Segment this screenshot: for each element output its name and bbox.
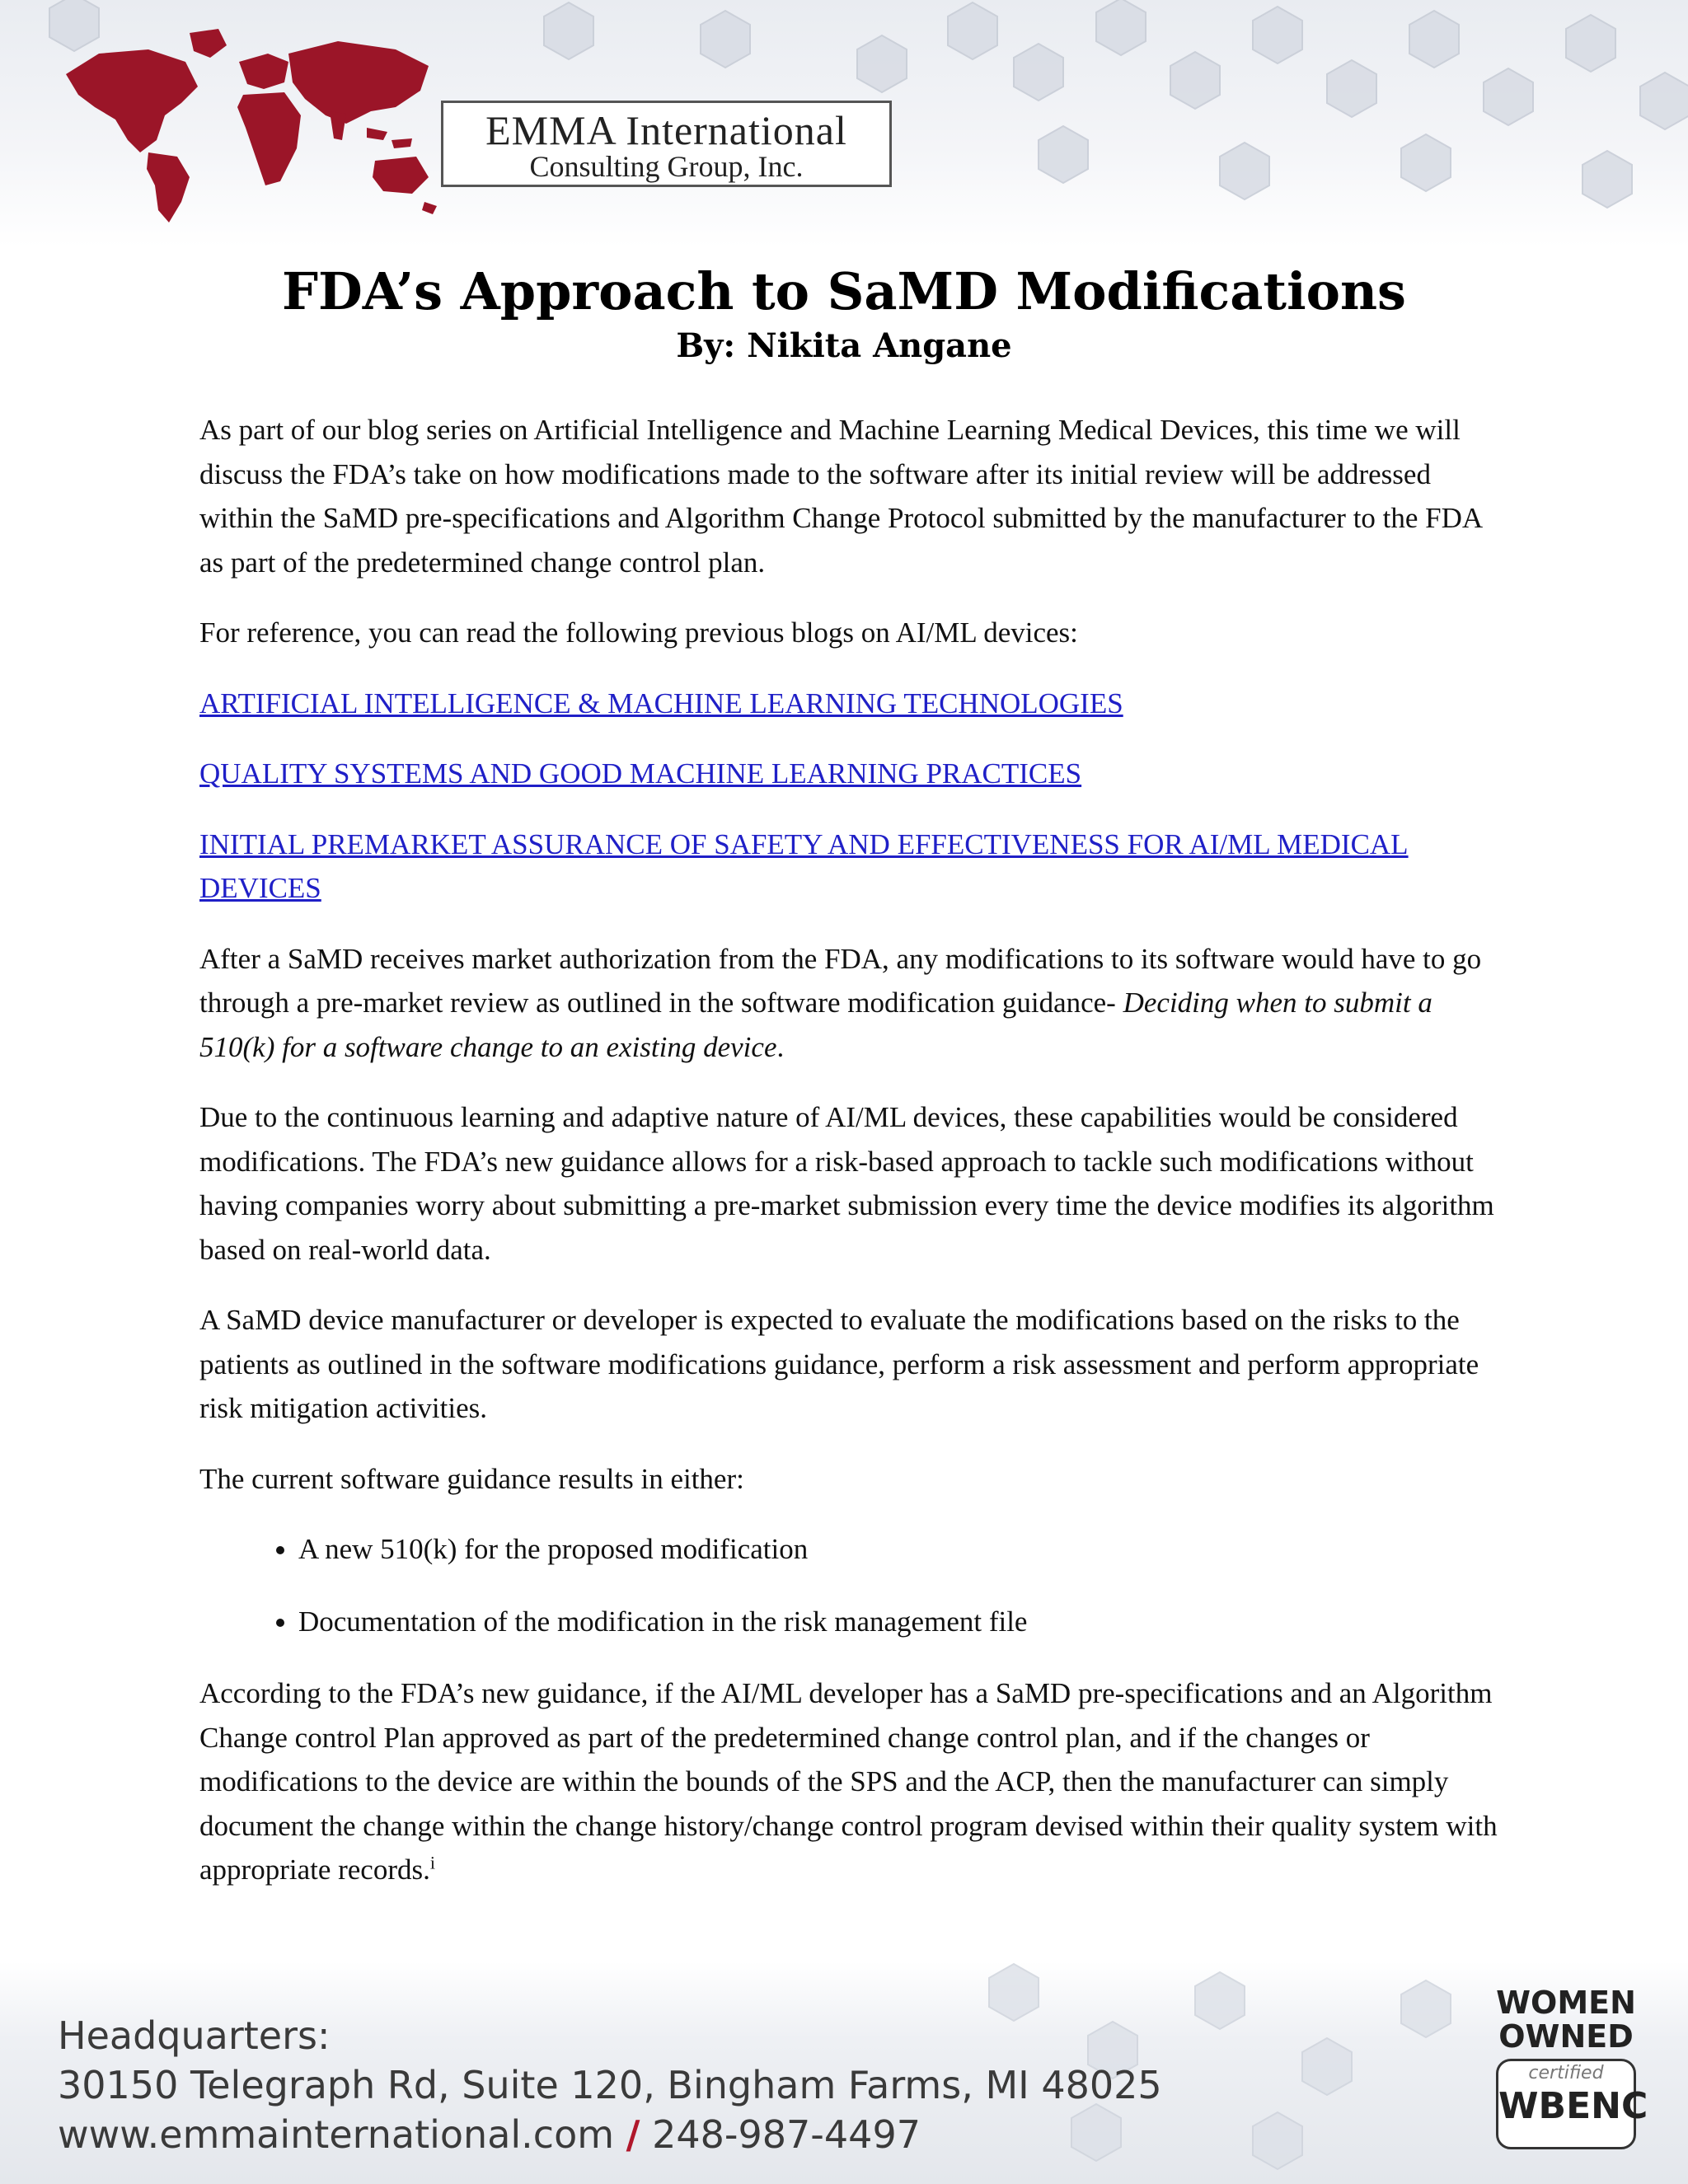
paragraph-end-period: . <box>776 1030 785 1063</box>
company-subtitle: Consulting Group, Inc. <box>529 150 804 183</box>
page-title: FDA’s Approach to SaMD Modifications <box>282 261 1406 321</box>
headquarters-label: Headquarters: <box>58 2013 331 2058</box>
paragraph-current-guidance: The current software guidance results in either: <box>199 1462 744 1495</box>
contact-separator: / <box>626 2112 640 2157</box>
guidance-results-list <box>199 1527 1502 1643</box>
paragraph-new-guidance <box>199 1671 1502 1892</box>
paragraph-market-authorization-text: After a SaMD receives market authorization from the FDA, any modifications to its software would have to go through a pre-market review as outlined in the software modification guidance- <box>199 942 1482 1019</box>
author-byline: By: Nikita Angane <box>676 326 1012 365</box>
footnote-marker[interactable]: i <box>429 1852 435 1873</box>
list-item: • A new 510(k) for the proposed modification <box>298 1527 1502 1572</box>
article-body <box>199 408 1502 1919</box>
paragraph-market-authorization <box>199 937 1502 1070</box>
headquarters-address: 30150 Telegraph Rd, Suite 120, Bingham Farms, MI 48025 <box>58 2063 1162 2107</box>
paragraph-new-guidance-text: According to the FDA’s new guidance, if the AI/ML developer has a SaMD pre-specifications and an Algorithm Change control Plan approved as part of the predetermined change control plan, and if the changes or modifications to the device are within the bounds of the SPS and the ACP, then the manufacturer can simply document the change within the change history/change control program devised within their quality system with appropriate records. <box>199 1677 1498 1886</box>
company-logo-box <box>441 101 892 187</box>
contact-line <box>58 2112 921 2157</box>
list-item: • Documentation of the modification in the risk management file <box>298 1600 1502 1644</box>
website-link[interactable]: www.emmainternational.com <box>58 2112 615 2157</box>
wbenc-badge <box>1479 1986 1653 2176</box>
certified-label: certified <box>1528 2063 1604 2083</box>
paragraph-continuous-learning: Due to the continuous learning and adaptive nature of AI/ML devices, these capabilities would be considered modifications. The FDA’s new guidance allows for a risk-based approach to tackle such modifications without having companies worry about submitting a pre-market submission every time the device modifies its algorithm based on real-world data. <box>199 1101 1494 1266</box>
guidance-title: Deciding when to submit a 510(k) for a software change to an existing device <box>199 987 1432 1063</box>
owned-label: OWNED <box>1498 2018 1634 2055</box>
wbenc-label: WBENC <box>1498 2085 1648 2127</box>
paragraph-reference: For reference, you can read the following previous blogs on AI/ML devices: <box>199 616 1078 649</box>
paragraph-risk-evaluation: A SaMD device manufacturer or developer is expected to evaluate the modifications based on the risks to the patients as outlined in the software modifications guidance, perform a risk assessment and perform appropriate risk mitigation activities. <box>199 1304 1479 1424</box>
header-band <box>0 0 1688 247</box>
link-ai-ml-technologies[interactable]: ARTIFICIAL INTELLIGENCE & MACHINE LEARNING TECHNOLOGIES <box>199 687 1123 719</box>
company-name: EMMA International <box>485 107 847 153</box>
phone-number[interactable]: 248-987-4497 <box>652 2112 921 2157</box>
link-premarket-assurance[interactable]: INITIAL PREMARKET ASSURANCE OF SAFETY AND EFFECTIVENESS FOR AI/ML MEDICAL DEVICES <box>199 827 1409 904</box>
footer <box>0 1961 1688 2184</box>
paragraph-intro: As part of our blog series on Artificial Intelligence and Machine Learning Medical Devices, this time we will discuss the FDA’s take on how modifications made to the software after its initial review will be addressed within the SaMD pre-specifications and Algorithm Change Protocol submitted by the manufacturer to the FDA as part of the predetermined change control plan. <box>199 414 1482 579</box>
world-map-logo <box>49 16 445 231</box>
women-label: WOMEN <box>1496 1985 1636 2021</box>
link-quality-systems[interactable]: QUALITY SYSTEMS AND GOOD MACHINE LEARNING PRACTICES <box>199 757 1082 790</box>
wbenc-certified-box <box>1496 2059 1648 2149</box>
